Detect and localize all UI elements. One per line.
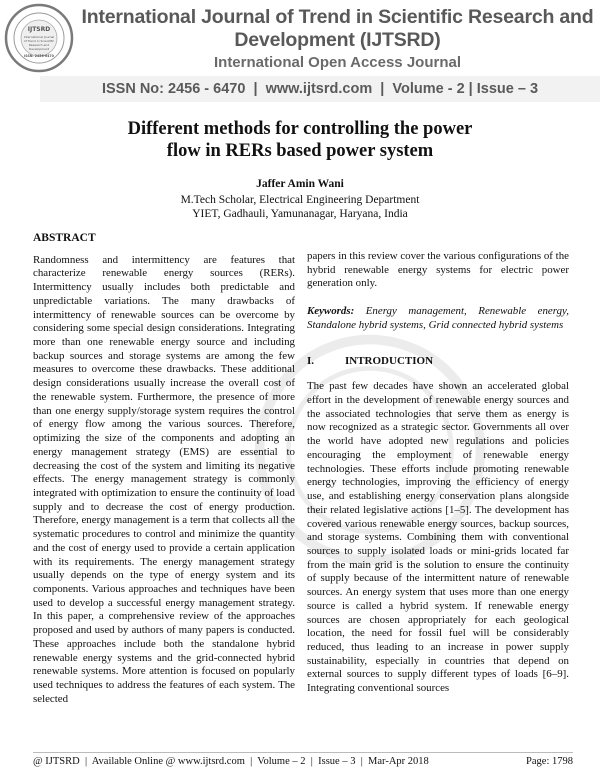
svg-text:of Trend in Scientific: of Trend in Scientific	[23, 39, 55, 43]
journal-subtitle: International Open Access Journal	[213, 54, 461, 71]
page-footer	[33, 752, 573, 767]
svg-text:Development: Development	[28, 47, 50, 51]
abstract-text: Randomness and intermittency are features that characterize renewable energy sources (RERs). Intermittency usually includes both predictable and unpredictable variations. The many drawbacks of intermittency of renewable sources can be overcome by considering some special design considerations. Integrating more than one renewable energy source and including backup sources and storage systems are among the few measures to overcome these drawbacks. These additional design considerations usually increase the overall cost of the renewable system. Furthermore, the presence of more than one energy supply/storage system requires the control of energy flow among the various sources. Therefore, optimizing the size of the components and adopting an energy management strategy (EMS) are essential to decreasing the cost of the system and limiting its negative effects. The energy management strategy is commonly integrated with optimization to ensure the continuity of load supply and to decrease the cost of energy production. Therefore, energy management is a term that collects all the systematic procedures to control and minimize the quantity and the cost of energy used to provide a certain application with its requirements. The energy management strategy usually depends on the type of energy system and its components. Various approaches and techniques have been used to develop a successful energy management strategy. In this paper, a comprehensive review of the approaches proposed and used by authors of many papers is conducted. These approaches include both the standalone hybrid renewable energy systems and the grid-connected hybrid renewable systems. More attention is focused on popularly used techniques to address the features of each system. The selected	[33, 253, 295, 705]
page-number: Page: 1798	[526, 756, 573, 767]
left-column	[33, 232, 295, 706]
issn-line: ISSN No: 2456 - 6470 | www.ijtsrd.com | Volume - 2 | Issue – 3	[101, 81, 539, 97]
paper-title-line2: flow in RERs based power system	[166, 141, 434, 161]
abstract-heading: ABSTRACT	[33, 232, 96, 244]
author-affiliation-1: M.Tech Scholar, Electrical Engineering Department	[180, 194, 420, 206]
svg-text:International Journal: International Journal	[23, 35, 55, 39]
paper-title	[40, 118, 560, 162]
keywords	[307, 305, 569, 332]
introduction-text: The past few decades have shown an accelerated global effort in the development of renewable energy sources and the associated technologies that serve them as energy is now recognized as a strategic sector. Governments all over the world have adopted new regulations and policies encouraging the employment of renewable energy technologies. These efforts include promoting renewable energy technologies, improving the efficiency of energy use, and establishing energy conservation plans alongside their related legislative actions [1–5]. The development has covered various renewable energy sources, backup sources, and storage systems. Combining them with conventional sources to supply isolated loads or mini-grids located far from the main grid is the solution to ensure the continuity of supply because of the intermittent nature of renewable sources. An energy system that uses more than one energy source is called a hybrid system. If renewable energy sources are chosen appropriately for each geological location, the need for fossil fuel will be considerably reduced, thus leading to an increase in power supply sustainability, especially in countries that depend on external sources to supply different types of loads [6–9]. Integrating conventional sources	[307, 380, 569, 695]
author-affiliation-2: YIET, Gadhauli, Yamunanagar, Haryana, India	[192, 208, 408, 220]
issn-bar	[40, 76, 600, 102]
section-title: INTRODUCTION	[345, 354, 434, 367]
keywords-text: Energy management, Renewable energy, Standalone hybrid systems, Grid connected hybrid systems	[307, 305, 569, 331]
journal-name: International Journal of Trend in Scientific Research and Development (IJTSRD)	[81, 6, 594, 51]
keywords-label: Keywords:	[307, 305, 355, 318]
author-name: Jaffer Amin Wani	[256, 178, 344, 190]
svg-text:IJTSRD: IJTSRD	[27, 26, 51, 33]
svg-text:Research and: Research and	[28, 43, 50, 47]
footer-citation: @ IJTSRD | Available Online @ www.ijtsrd.com | Volume – 2 | Issue – 3 | Mar-Apr 2018	[33, 756, 429, 767]
introduction-heading	[307, 355, 569, 369]
right-column	[307, 250, 569, 696]
abstract-continuation: papers in this review cover the various configurations of the hybrid renewable energy systems for electric power generation only.	[307, 250, 569, 290]
journal-header	[0, 0, 600, 100]
journal-seal-logo	[4, 3, 74, 73]
paper-title-line1: Different methods for controlling the power	[127, 119, 473, 139]
svg-text:ISSN: 2456-6470: ISSN: 2456-6470	[24, 54, 54, 58]
section-number: I.	[307, 354, 315, 367]
